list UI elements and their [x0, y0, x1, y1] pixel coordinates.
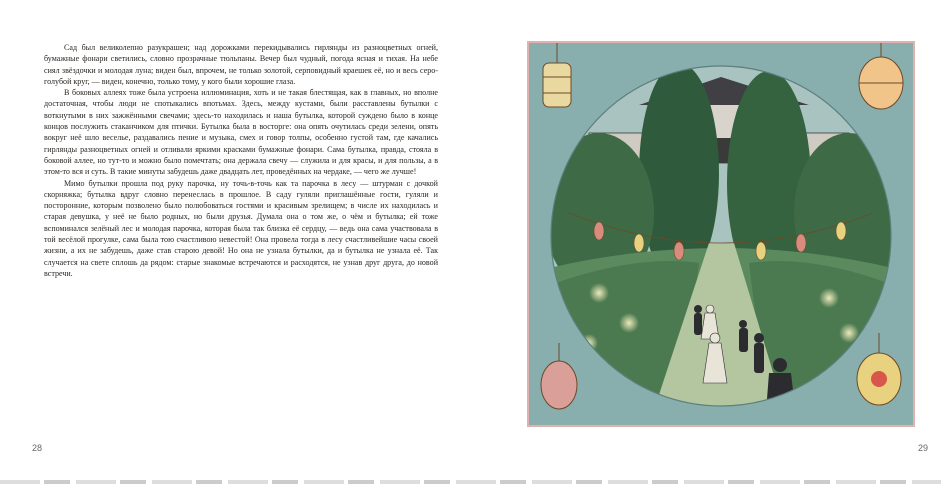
page-number-left: 28: [32, 443, 43, 453]
illustration-art: [529, 43, 913, 425]
left-page: [0, 0, 470, 484]
paragraph-2: В боковых аллеях тоже была устроена иллюминация, хоть и не такая блестящая, как в главных, но вполне достаточная, чтобы люди не спотыкались впотьмах. Здесь, между кустами, были расставлены бутылки с воткнутыми в них зажжёнными свечами; здесь-то находилась и наша бутылка, которой суждено было в конце концов послужить стаканчиком для птички. Бутылка была в восторге: она опять очутилась среди зелени, опять вокруг неё шло веселье, раздавались пение и музыка, смех и говор толпы, особенно густой там, где качались гирлянды разноцветных огней и отливали яркими красками бумажные фонари. Сама бутылка, правда, стояла в боковой аллее, но тут-то и можно было помечтать; она держала свечу — служила и для красы, и для пользы, а в этом-то вся и суть. В такие минуты забудешь даже двадцать лет, проведённых на чердаке, — чего же лучше!: [44, 88, 438, 177]
cropped-text-strip: [0, 480, 941, 484]
page-number-right: 29: [917, 443, 928, 453]
garden-party-illustration: [527, 41, 915, 427]
right-page: [470, 0, 941, 484]
body-text: [44, 42, 438, 279]
paragraph-1: Сад был великолепно разукрашен; над дорожками перекидывались гирлянды из разноцветных огней, бумажные фонари светились, словно прозрачные тюльпаны. Вечер был чудный, погода ясная и тихая. На небе сиял звёздочки и молодая луна; виден был, впрочем, не только золотой, серповидный краешек её, но и весь серо-голубой круг, — виден, конечно, только тому, у кого были хорошие глаза.: [44, 43, 438, 86]
paragraph-3: Мимо бутылки прошла под руку парочка, ну точь-в-точь как та парочка в лесу — штурман с дочкой скорняжка; бутылка вдруг словно перенеслась в прошлое. В саду гуляли приглашённые гости, гуляли и посторонние, которым позволено было полюбоваться гостями и красивым зрелищем; в числе их находилась и старая девушка, у неё не было родных, но были друзья. Думала она о том же, о чём и бутылка; ей тоже вспоминался зелёный лес и молодая парочка, которая была так близка её сердцу, — ведь она сама участвовала в той весёлой прогулке, сама была тою счастливою невестой! Она провела тогда в лесу счастливейшие часы своей жизни, а их не забудешь, даже став старою девой! Но она не узнала бутылки, да и бутылка не узнала её. Так случается на свете сплошь да рядом: старые знакомые встречаются и расходятся, не узнав друг друга, до новой встречи.: [44, 178, 438, 278]
